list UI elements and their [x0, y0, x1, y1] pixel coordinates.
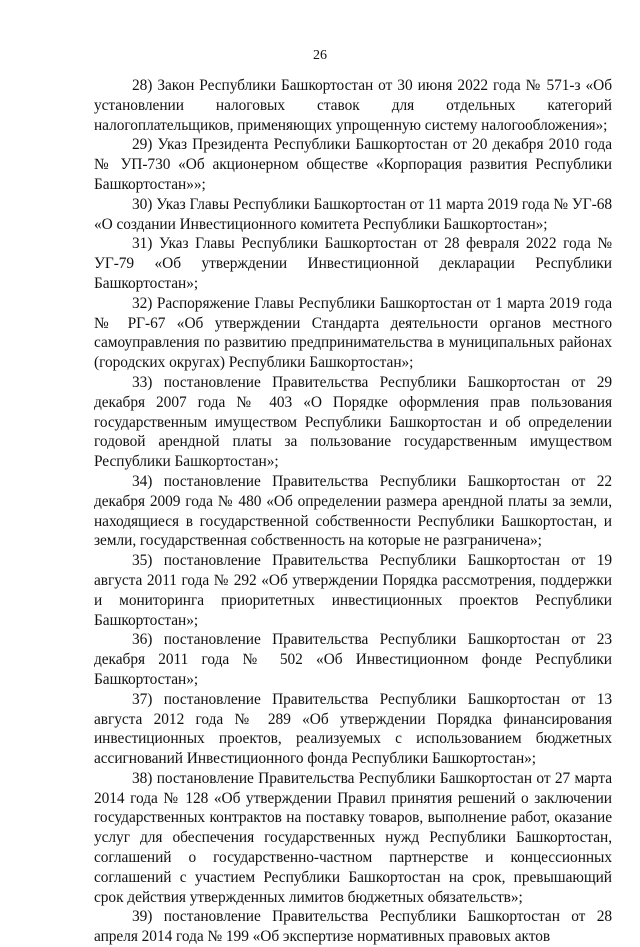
- list-item: 35) постановление Правительства Республики Башкортостан от 19 августа 2011 года № 292 «Об утверждении Порядка рассмотрения, поддержки и мониторинга приоритетных инвестиционных проектов Республики Башкортостан»;: [94, 552, 612, 629]
- list-item: 37) постановление Правительства Республики Башкортостан от 13 августа 2012 года № 289 «Об утверждении Порядка финансирования инвестиционных проектов, реализуемых с использованием бюджетных ассигнований Инвестиционного фонда Республики Башкортостан»;: [94, 690, 612, 768]
- legal-acts-list: [94, 76, 612, 947]
- list-item: 29) Указ Президента Республики Башкортостан от 20 декабря 2010 года № УП-730 «Об акционерном обществе «Корпорация развития Республики Башкортостан»»;: [94, 136, 612, 193]
- page-number: 26: [313, 48, 327, 63]
- list-item: 33) постановление Правительства Республики Башкортостан от 29 декабря 2007 года № 403 «О Порядке оформления прав пользования государственным имуществом Республики Башкортостан и об определении годовой арендной платы за пользование государственным имуществом Республики Башкортостан»;: [94, 373, 612, 471]
- list-item: 39) постановление Правительства Республики Башкортостан от 28 апреля 2014 года № 199 «Об экспертизе нормативных правовых актов: [94, 908, 612, 946]
- list-item: 30) Указ Главы Республики Башкортостан от 11 марта 2019 года № УГ-68 «О создании Инвестиционного комитета Республики Башкортостан»;: [94, 195, 612, 233]
- list-item: 32) Распоряжение Главы Республики Башкортостан от 1 марта 2019 года № РГ-67 «Об утверждении Стандарта деятельности органов местного самоуправления по развитию предпринимательства в муниципальных районах (городских округах) Республики Башкортостан»;: [94, 294, 612, 372]
- list-item: 31) Указ Главы Республики Башкортостан от 28 февраля 2022 года № УГ-79 «Об утверждении Инвестиционной декларации Республики Башкортостан»;: [94, 235, 612, 292]
- list-item: 36) постановление Правительства Республики Башкортостан от 23 декабря 2011 года № 502 «Об Инвестиционном фонде Республики Башкортостан»;: [94, 631, 612, 688]
- list-item: 28) Закон Республики Башкортостан от 30 июня 2022 года № 571-з «Об установлении налоговых ставок для отдельных категорий налогоплательщиков, применяющих упрощенную систему налогообложения»;: [94, 77, 612, 134]
- list-item: 34) постановление Правительства Республики Башкортостан от 22 декабря 2009 года № 480 «Об определении размера арендной платы за земли, находящиеся в государственной собственности Республики Башкортостан, и земли, государственная собственность на которые не разграничена»;: [94, 472, 612, 550]
- list-item: 38) постановление Правительства Республики Башкортостан от 27 марта 2014 года № 128 «Об утверждении Правил принятия решений о заключении государственных контрактов на поставку товаров, выполнение работ, оказание услуг для обеспечения государственных нужд Республики Башкортостан, соглашений о государственно-частном партнерстве и концессионных соглашений с участием Республики Башкортостан на срок, превышающий срок действия утвержденных лимитов бюджетных обязательств»;: [94, 769, 612, 906]
